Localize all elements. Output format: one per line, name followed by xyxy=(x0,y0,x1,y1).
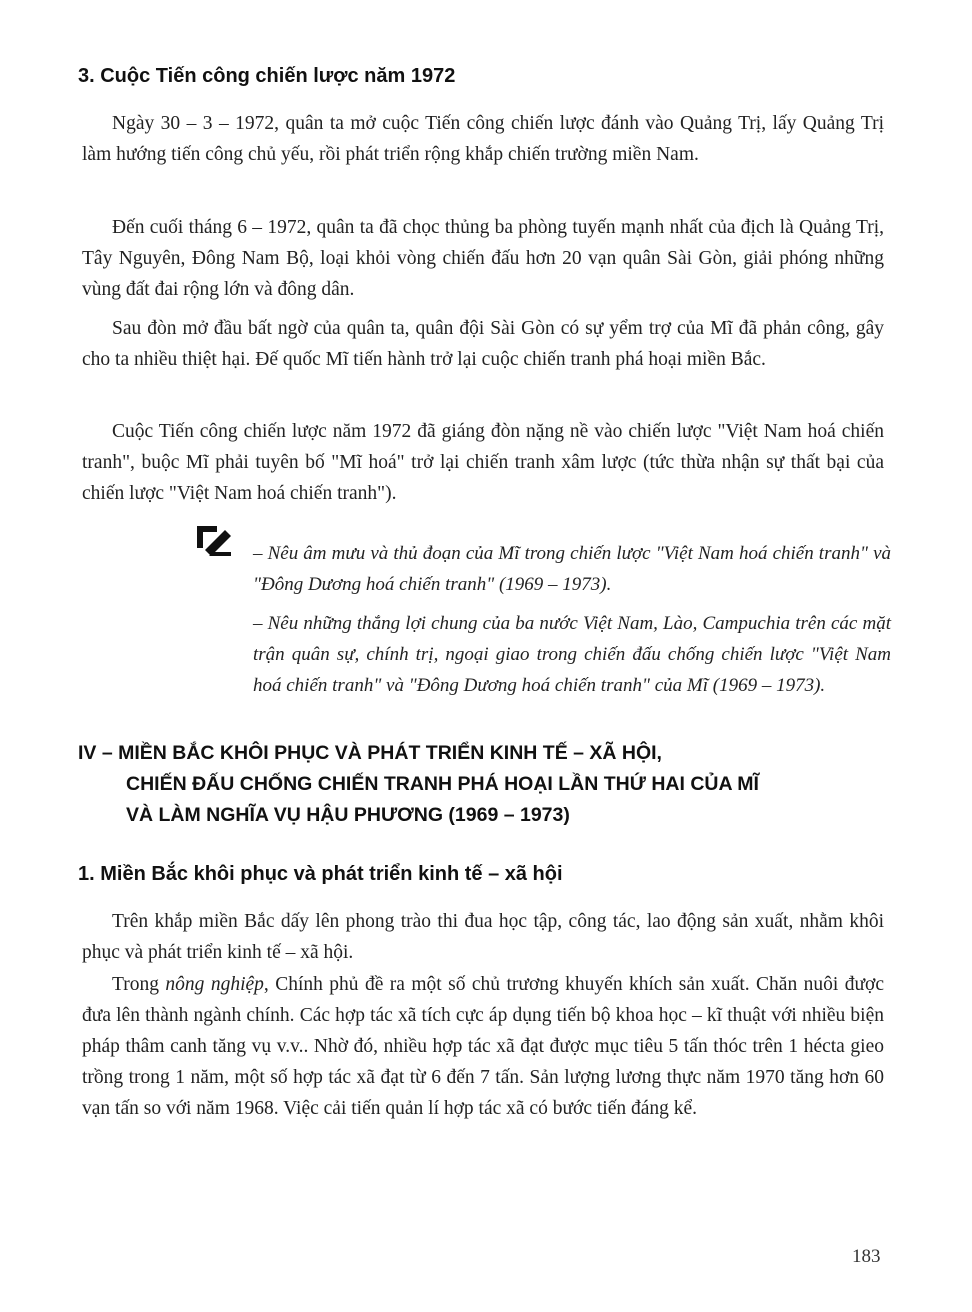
chapter-heading-line: CHIẾN ĐẤU CHỐNG CHIẾN TRANH PHÁ HOẠI LẦN THỨ HAI CỦA MĨ xyxy=(126,773,759,795)
paragraph xyxy=(82,969,884,1124)
page-number: 183 xyxy=(852,1246,881,1267)
section-heading-1: 1. Miền Bắc khôi phục và phát triển kinh tế – xã hội xyxy=(78,863,563,885)
paragraph: Cuộc Tiến công chiến lược năm 1972 đã giáng đòn nặng nề vào chiến lược "Việt Nam hoá chiến tranh", buộc Mĩ phải tuyên bố "Mĩ hoá" trở lại chiến tranh xâm lược (tức thừa nhận sự thất bại của chiến lược "Việt Nam hoá chiến tranh"). xyxy=(82,421,884,504)
review-question: – Nêu những thắng lợi chung của ba nước Việt Nam, Lào, Campuchia trên các mặt trận quân sự, chính trị, ngoại giao trong chiến đấu chống chiến lược "Việt Nam hoá chiến tranh" và "Đông Dương hoá chiến tranh" của Mĩ (1969 – 1973). xyxy=(253,613,891,696)
paragraph: Đến cuối tháng 6 – 1972, quân ta đã chọc thủng ba phòng tuyến mạnh nhất của địch là Quảng Trị, Tây Nguyên, Đông Nam Bộ, loại khỏi vòng chiến đấu hơn 20 vạn quân Sài Gòn, giải phóng những vùng đất đai rộng lớn và đông dân. xyxy=(82,217,884,300)
paragraph: Trên khắp miền Bắc dấy lên phong trào thi đua học tập, công tác, lao động sản xuất, nhằm khôi phục và phát triển kinh tế – xã hội. xyxy=(82,911,884,963)
emphasis-term: nông nghiệp xyxy=(165,974,264,995)
paragraph: Ngày 30 – 3 – 1972, quân ta mở cuộc Tiến công chiến lược đánh vào Quảng Trị, lấy Quảng Trị làm hướng tiến công chủ yếu, rồi phát triển rộng khắp chiến trường miền Nam. xyxy=(82,113,884,165)
chapter-heading-line: VÀ LÀM NGHĨA VỤ HẬU PHƯƠNG (1969 – 1973) xyxy=(126,804,570,826)
pencil-icon xyxy=(195,524,233,556)
chapter-heading-line: IV – MIỀN BẮC KHÔI PHỤC VÀ PHÁT TRIỂN KINH TẾ – XÃ HỘI, xyxy=(78,742,662,764)
paragraph: Sau đòn mở đầu bất ngờ của quân ta, quân đội Sài Gòn có sự yểm trợ của Mĩ đã phản công, gây cho ta nhiều thiệt hại. Đế quốc Mĩ tiến hành trở lại cuộc chiến tranh phá hoại miền Bắc. xyxy=(82,318,884,370)
chapter-heading xyxy=(78,738,898,831)
paragraph-text: , Chính phủ đề ra một số chủ trương khuyến khích sản xuất. Chăn nuôi được đưa lên thành ngành chính. Các hợp tác xã tích cực áp dụng tiến bộ khoa học – kĩ thuật với nhiều biện pháp thâm canh tăng vụ v.v.. Nhờ đó, nhiều hợp tác xã đạt được mục tiêu 5 tấn thóc trên 1 hécta gieo trồng trong 1 năm, một số hợp tác xã đạt từ 6 đến 7 tấn. Sản lượng lương thực năm 1970 tăng hơn 60 vạn tấn so với năm 1968. Việc cải tiến quản lí hợp tác xã có bước tiến đáng kể. xyxy=(82,974,884,1119)
review-question: – Nêu âm mưu và thủ đoạn của Mĩ trong chiến lược "Việt Nam hoá chiến tranh" và "Đông Dương hoá chiến tranh" (1969 – 1973). xyxy=(253,543,891,595)
section-heading-3: 3. Cuộc Tiến công chiến lược năm 1972 xyxy=(78,65,456,87)
paragraph-text: Trong xyxy=(112,974,166,995)
